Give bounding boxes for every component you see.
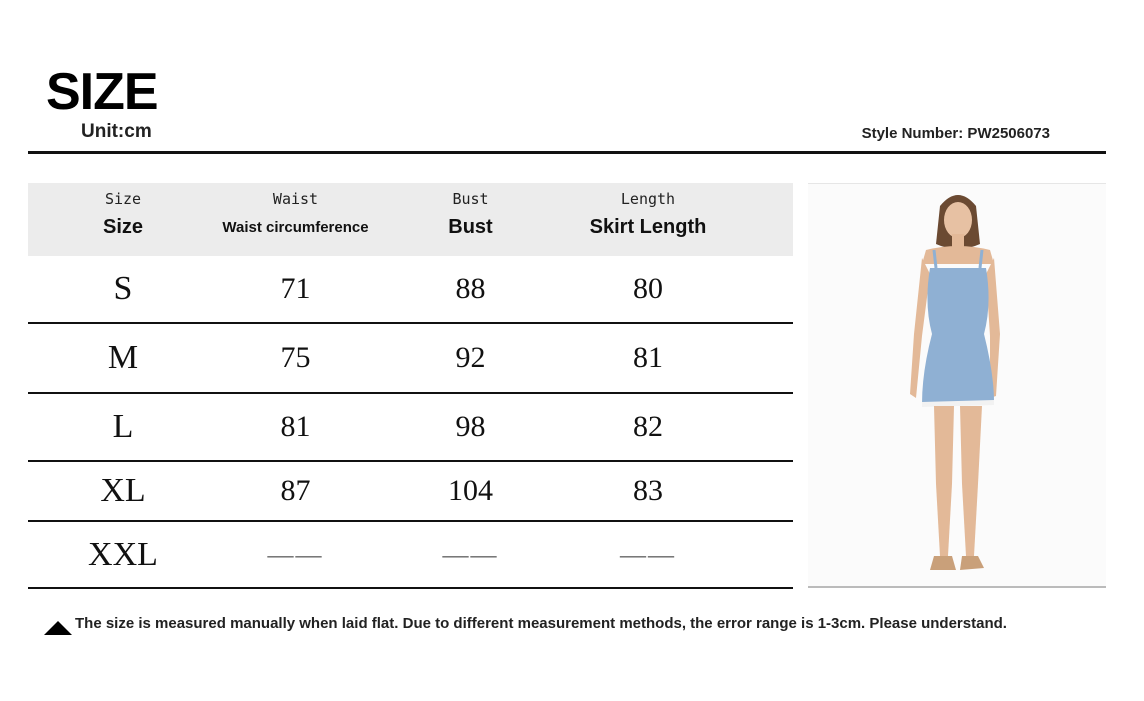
header-bust-bottom: Bust bbox=[448, 216, 493, 238]
table-row bbox=[28, 462, 793, 522]
table-row bbox=[28, 256, 793, 324]
page-title: SIZE bbox=[46, 63, 158, 121]
table-row bbox=[28, 394, 793, 462]
cell-size: L bbox=[112, 408, 134, 445]
cell-waist: 71 bbox=[280, 272, 311, 305]
cell-bust: 92 bbox=[455, 341, 486, 374]
model-photo bbox=[808, 183, 1106, 588]
model-wearing-denim-mini-dress-icon bbox=[808, 184, 1106, 586]
cell-length: 80 bbox=[633, 272, 663, 305]
measurement-note bbox=[44, 611, 1007, 635]
triangle-icon bbox=[44, 621, 72, 635]
size-table bbox=[28, 183, 793, 589]
table-header bbox=[28, 183, 793, 256]
cell-size: S bbox=[113, 270, 133, 307]
table-row bbox=[28, 324, 793, 394]
header-size-top: Size bbox=[104, 190, 142, 208]
header-bust-top: Bust bbox=[452, 190, 489, 208]
header-waist-bottom: Waist circumference bbox=[222, 219, 369, 236]
cell-length: 83 bbox=[633, 474, 663, 507]
header-length bbox=[568, 183, 728, 256]
cell-length: —— bbox=[620, 539, 676, 569]
header-size bbox=[28, 183, 218, 256]
cell-waist: 81 bbox=[280, 410, 311, 443]
cell-size: XXL bbox=[88, 535, 158, 573]
cell-bust: 98 bbox=[455, 410, 486, 443]
cell-waist: 87 bbox=[280, 474, 311, 507]
cell-length: 82 bbox=[633, 410, 663, 443]
header-size-bottom: Size bbox=[102, 216, 144, 238]
cell-size: XL bbox=[100, 472, 146, 509]
cell-bust: —— bbox=[442, 539, 499, 569]
header-length-top: Length bbox=[620, 190, 676, 208]
style-number: Style Number: PW2506073 bbox=[861, 125, 1050, 142]
cell-length: 81 bbox=[633, 341, 663, 374]
cell-bust: 88 bbox=[455, 272, 486, 305]
header-waist bbox=[218, 183, 373, 256]
note-text: The size is measured manually when laid flat. Due to different measurement methods, the error range is 1-3cm. Please understand. bbox=[75, 614, 1007, 632]
cell-size: M bbox=[107, 339, 139, 376]
header-bust bbox=[373, 183, 568, 256]
header-waist-top: Waist bbox=[272, 190, 319, 208]
unit-label: Unit:cm bbox=[81, 121, 152, 142]
table-row bbox=[28, 522, 793, 589]
cell-bust: 104 bbox=[448, 474, 493, 507]
cell-waist: 75 bbox=[280, 341, 311, 374]
header-length-bottom: Skirt Length bbox=[589, 216, 707, 238]
header-divider bbox=[28, 151, 1106, 154]
cell-waist: —— bbox=[267, 539, 324, 569]
